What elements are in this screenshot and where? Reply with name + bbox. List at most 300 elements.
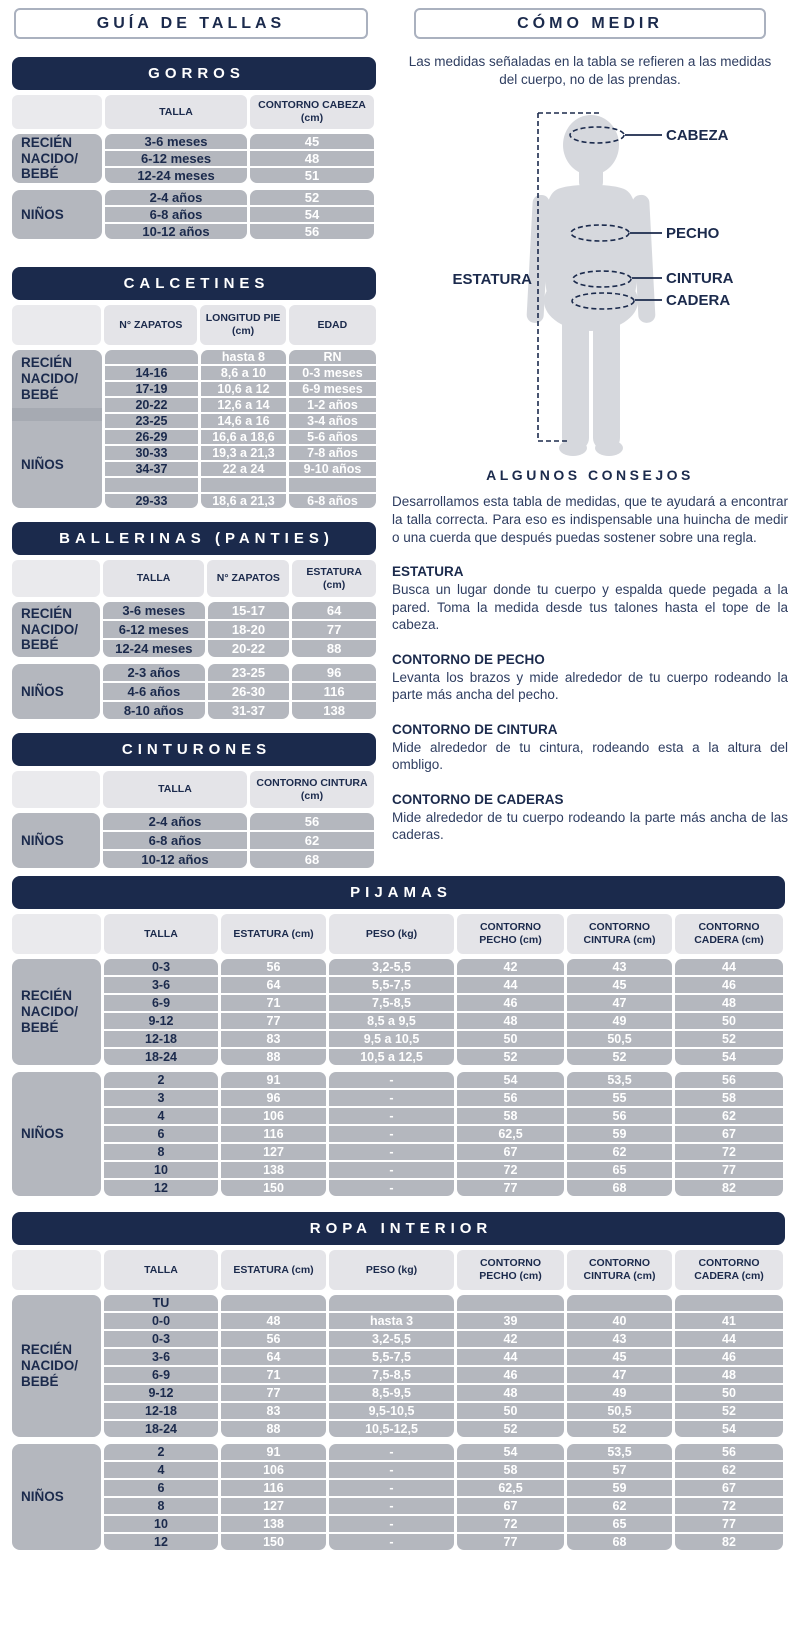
size-guide-title (14, 8, 368, 39)
column-cells (103, 602, 205, 657)
table-cell: 65 (567, 1516, 672, 1532)
column-header: CONTORNO CINTURA (cm) (567, 914, 672, 954)
table-cell: 2-4 años (105, 190, 247, 205)
table-cell: 52 (567, 1421, 672, 1437)
row-group-label (12, 1444, 101, 1550)
table-cell: 47 (567, 995, 672, 1011)
table-cell: 3,2-5,5 (329, 1331, 454, 1347)
table-cell: 0-3 (104, 1331, 218, 1347)
table-cell: 31-37 (208, 702, 290, 719)
table-cell: 12-18 (104, 1031, 218, 1047)
group-label-text: RECIÉN NACIDO/ BEBÉ (21, 355, 78, 402)
row-group-label (12, 813, 100, 868)
table-cell: 46 (675, 1349, 783, 1365)
table-cell: 68 (567, 1180, 672, 1196)
table-cell: 50 (457, 1031, 564, 1047)
advice-section-title: CONTORNO DE PECHO (392, 651, 545, 667)
table-cell: 48 (675, 995, 783, 1011)
table-cell: 10,5-12,5 (329, 1421, 454, 1437)
table-cell: 34-37 (105, 462, 198, 476)
table-cell: 91 (221, 1072, 326, 1088)
table-cell: 18,6 a 21,3 (201, 494, 286, 508)
advice-section-text: Mide alrededor de tu cuerpo rodeando la parte más ancha de las caderas. (392, 809, 788, 843)
column-cells (457, 1295, 564, 1437)
table-cell: 44 (675, 959, 783, 975)
table-cell: 46 (457, 1367, 564, 1383)
table-cell: 6-9 (104, 995, 218, 1011)
table-cell: 4 (104, 1108, 218, 1124)
column-header: CONTORNO CINTURA (cm) (250, 771, 374, 808)
advice-section-title: CONTORNO DE CADERAS (392, 791, 564, 807)
table-pijamas (12, 876, 785, 1196)
table-cell: 54 (457, 1072, 564, 1088)
table-cell: 6-8 años (103, 832, 247, 849)
section-title-ballerinas: BALLERINAS (PANTIES) (12, 522, 376, 555)
row-group-label (12, 350, 102, 508)
table-ballerinas (12, 522, 376, 719)
table-cell: 6-8 años (289, 494, 376, 508)
row-group-label (12, 134, 102, 183)
table-cell (201, 478, 286, 492)
table-cell: 7,5-8,5 (329, 995, 454, 1011)
row-group-label (12, 1072, 101, 1196)
corner-cell (12, 914, 101, 954)
table-cell: - (329, 1534, 454, 1550)
table-group (12, 959, 785, 1065)
group-label-text: NIÑOS (21, 456, 64, 472)
body-measure-diagram (404, 93, 776, 461)
measure-intro: Las medidas señaladas en la tabla se refieren a las medidas del cuerpo, no de las prendas. (408, 54, 772, 88)
table-cell: - (329, 1444, 454, 1460)
table-cell: 8 (104, 1144, 218, 1160)
advice-section-title: ESTATURA (392, 564, 464, 580)
table-cell: 58 (457, 1108, 564, 1124)
table-cell: 6-8 años (105, 207, 247, 222)
table-cell: 82 (675, 1534, 783, 1550)
column-header: PESO (kg) (329, 914, 454, 954)
table-ropa-interior (12, 1212, 785, 1550)
column-cells (104, 1444, 218, 1550)
column-cells (208, 664, 290, 719)
top-area (12, 8, 788, 868)
table-cell: 15-17 (208, 602, 290, 619)
table-cell: 58 (675, 1090, 783, 1106)
table-cell: - (329, 1108, 454, 1124)
table-cell: - (329, 1480, 454, 1496)
table-cell: 91 (221, 1444, 326, 1460)
table-cell: 30-33 (105, 446, 198, 460)
column-cells (105, 134, 247, 183)
advice-section-title: CONTORNO DE CINTURA (392, 721, 558, 737)
table-gorros (12, 57, 376, 239)
table-cell: 116 (292, 683, 376, 700)
table-cell (105, 350, 198, 364)
table-cell (289, 478, 376, 492)
table-cell: 54 (457, 1444, 564, 1460)
table-cell: 77 (457, 1534, 564, 1550)
table-cell: 54 (250, 207, 374, 222)
table-cell: 6 (104, 1126, 218, 1142)
table-cell: 96 (221, 1090, 326, 1106)
table-cell: 67 (457, 1144, 564, 1160)
column-cells (104, 1295, 218, 1437)
table-cell: 58 (457, 1462, 564, 1478)
table-cell: 59 (567, 1126, 672, 1142)
table-group (12, 1072, 785, 1196)
table-cell: - (329, 1090, 454, 1106)
child-body-silhouette (526, 115, 655, 456)
table-cell: 77 (675, 1516, 783, 1532)
table-cell (567, 1295, 672, 1311)
table-cell: 48 (457, 1013, 564, 1029)
group-label (12, 1295, 101, 1437)
group-label (12, 1072, 101, 1196)
table-cell: 7,5-8,5 (329, 1367, 454, 1383)
advice-section (392, 792, 788, 844)
table-cell: 9-12 (104, 1013, 218, 1029)
corner-cell (12, 1250, 101, 1290)
table-cell: 9,5-10,5 (329, 1403, 454, 1419)
column-header: CONTORNO CINTURA (cm) (567, 1250, 672, 1290)
table-cell: 22 a 24 (201, 462, 286, 476)
table-cell: 77 (221, 1013, 326, 1029)
table-cell: 88 (221, 1421, 326, 1437)
column-cells (675, 1444, 783, 1550)
how-to-measure-column (378, 8, 788, 844)
table-cell: 77 (675, 1162, 783, 1178)
advice-lead: Desarrollamos esta tabla de medidas, que te ayudará a encontrar la talla correcta. Para eso es indispensable una huincha de medir o una cuerda que después puedas sostener sobre una regla. (392, 494, 788, 545)
table-cell: 59 (567, 1480, 672, 1496)
column-cells (105, 190, 247, 239)
table-cell: 10-12 años (103, 851, 247, 868)
group-label-text: NIÑOS (21, 683, 64, 699)
table-cell: 72 (675, 1498, 783, 1514)
table-cell: 23-25 (105, 414, 198, 428)
row-group-label (12, 602, 100, 657)
table-cell: 150 (221, 1180, 326, 1196)
table-cell: 4 (104, 1462, 218, 1478)
table-cell (329, 1295, 454, 1311)
group-label-text: NIÑOS (21, 832, 64, 848)
column-cells (103, 813, 247, 868)
table-cell: 64 (292, 602, 376, 619)
column-cells (208, 602, 290, 657)
table-cell: 67 (675, 1480, 783, 1496)
row-group-label (12, 959, 101, 1065)
table-cell: 62 (675, 1462, 783, 1478)
table-cell: 0-3 (104, 959, 218, 975)
group-label-text: RECIÉN NACIDO/ BEBÉ (21, 605, 78, 653)
column-cells (221, 1295, 326, 1437)
group-label (12, 813, 100, 868)
column-header: TALLA (103, 560, 205, 597)
table-cell: 50 (675, 1385, 783, 1401)
column-header: ESTATURA (cm) (221, 914, 326, 954)
table-cell: 55 (567, 1090, 672, 1106)
column-cells (567, 959, 672, 1065)
table-cell: 43 (567, 959, 672, 975)
table-cell: 56 (567, 1108, 672, 1124)
advice-section (392, 564, 788, 634)
table-cell (221, 1295, 326, 1311)
table-cell: 48 (675, 1367, 783, 1383)
table-cell: 44 (457, 977, 564, 993)
table-cell: 77 (292, 621, 376, 638)
table-cell: - (329, 1462, 454, 1478)
table-cell: 51 (250, 168, 374, 183)
table-cell: - (329, 1180, 454, 1196)
table-cell: - (329, 1126, 454, 1142)
column-cells (104, 959, 218, 1065)
table-cell: 64 (221, 1349, 326, 1365)
section-title-gorros: GORROS (12, 57, 376, 90)
group-label-text: NIÑOS (21, 1489, 64, 1505)
table-cell: 56 (221, 959, 326, 975)
table-cell: 41 (675, 1313, 783, 1329)
table-cell: 138 (292, 702, 376, 719)
table-cell: 5,5-7,5 (329, 977, 454, 993)
table-cell: 62,5 (457, 1126, 564, 1142)
table-cell: 116 (221, 1480, 326, 1496)
table-cell: 3-6 (104, 977, 218, 993)
table-cell: 43 (567, 1331, 672, 1347)
table-header-row (12, 560, 376, 597)
group-label-text: RECIÉN NACIDO/ BEBÉ (21, 1342, 78, 1389)
column-header: TALLA (104, 1250, 218, 1290)
table-cell: 106 (221, 1462, 326, 1478)
table-cell: 12-24 meses (105, 168, 247, 183)
table-cell: 17-19 (105, 382, 198, 396)
column-cells (201, 350, 286, 508)
column-header: ESTATURA (cm) (292, 560, 376, 597)
table-cell: - (329, 1516, 454, 1532)
table-cell: 6-9 meses (289, 382, 376, 396)
advice-sections (392, 564, 788, 844)
table-cell: 40 (567, 1313, 672, 1329)
table-cell: 56 (457, 1090, 564, 1106)
table-cell: 8,6 a 10 (201, 366, 286, 380)
table-cell: 4-6 años (103, 683, 205, 700)
table-cell: 2 (104, 1444, 218, 1460)
column-cells (250, 190, 374, 239)
table-group (12, 813, 376, 868)
table-group (12, 350, 376, 508)
group-label (12, 134, 102, 183)
column-header: CONTORNO PECHO (cm) (457, 914, 564, 954)
group-label (12, 959, 101, 1065)
group-label (12, 602, 100, 657)
section-title-pijamas: PIJAMAS (12, 876, 785, 909)
table-cell: 3-6 meses (105, 134, 247, 149)
table-cell: 10,5 a 12,5 (329, 1049, 454, 1065)
table-cell: RN (289, 350, 376, 364)
table-cell: 47 (567, 1367, 672, 1383)
table-cell: 12-24 meses (103, 640, 205, 657)
table-cell: 29-33 (105, 494, 198, 508)
cintura-label: CINTURA (666, 270, 734, 288)
table-cell: 50 (675, 1013, 783, 1029)
table-cell: 150 (221, 1534, 326, 1550)
column-cells (104, 1072, 218, 1196)
table-cell: 10 (104, 1516, 218, 1532)
table-cell: 56 (221, 1331, 326, 1347)
table-cell: 6-12 meses (105, 151, 247, 166)
table-cell: 8,5 a 9,5 (329, 1013, 454, 1029)
table-cell: 12-18 (104, 1403, 218, 1419)
table-cell: 56 (250, 813, 374, 830)
table-cell: 26-30 (208, 683, 290, 700)
table-cell: 68 (250, 851, 374, 868)
column-cells (675, 1072, 783, 1196)
table-cell: 46 (457, 995, 564, 1011)
table-cell: 6-9 (104, 1367, 218, 1383)
section-title-calcetines: CALCETINES (12, 267, 376, 300)
advice-section-text: Mide alrededor de tu cintura, rodeando esta a la altura del ombligo. (392, 739, 788, 773)
table-cell: 18-24 (104, 1421, 218, 1437)
column-cells (292, 602, 376, 657)
table-cell: 56 (675, 1072, 783, 1088)
table-cell: hasta 3 (329, 1313, 454, 1329)
column-header: EDAD (289, 305, 376, 345)
pecho-label: PECHO (666, 225, 720, 243)
table-cell: 83 (221, 1031, 326, 1047)
table-cell: 9-12 (104, 1385, 218, 1401)
column-cells (103, 664, 205, 719)
table-cell: 44 (675, 1331, 783, 1347)
table-cell: 54 (675, 1049, 783, 1065)
table-cell: 56 (675, 1444, 783, 1460)
table-cell: 50,5 (567, 1403, 672, 1419)
table-cell: 45 (250, 134, 374, 149)
group-label-text: RECIÉN NACIDO/ BEBÉ (21, 134, 78, 182)
table-cell: 48 (457, 1385, 564, 1401)
table-cell (457, 1295, 564, 1311)
table-cell: 14-16 (105, 366, 198, 380)
table-cell: 2-3 años (103, 664, 205, 681)
estatura-label: ESTATURA (452, 271, 532, 289)
column-cells (221, 959, 326, 1065)
column-cells (329, 1295, 454, 1437)
table-cell: - (329, 1144, 454, 1160)
row-group-label (12, 1295, 101, 1437)
table-cell: 71 (221, 995, 326, 1011)
table-cell: 116 (221, 1126, 326, 1142)
row-group-label (12, 664, 100, 719)
table-cell: 72 (457, 1516, 564, 1532)
table-cell: 5,5-7,5 (329, 1349, 454, 1365)
advice-section (392, 652, 788, 704)
column-header: N° ZAPATOS (104, 305, 197, 345)
table-cell: 77 (457, 1180, 564, 1196)
table-group (12, 134, 376, 183)
table-cell: 127 (221, 1144, 326, 1160)
column-cells (105, 350, 198, 508)
table-cell: 42 (457, 959, 564, 975)
table-cell: 49 (567, 1385, 672, 1401)
table-header-row (12, 1250, 785, 1290)
table-cell: 64 (221, 977, 326, 993)
table-cell: 42 (457, 1331, 564, 1347)
table-cell: 44 (457, 1349, 564, 1365)
group-divider (12, 408, 102, 421)
table-cell: 8,5-9,5 (329, 1385, 454, 1401)
column-header: ESTATURA (cm) (221, 1250, 326, 1290)
table-cell: 48 (221, 1313, 326, 1329)
table-cell: 138 (221, 1162, 326, 1178)
table-cell: 83 (221, 1403, 326, 1419)
table-cell: 127 (221, 1498, 326, 1514)
table-header-row (12, 305, 376, 345)
table-cell: 46 (675, 977, 783, 993)
table-cell: 72 (675, 1144, 783, 1160)
advice-section-text: Busca un lugar donde tu cuerpo y espalda quede pegada a la pared. Toma la medida desde tus talones hasta el tope de la cabeza. (392, 582, 788, 633)
table-cell: 7-8 años (289, 446, 376, 460)
table-cell: 9-10 años (289, 462, 376, 476)
table-header-row (12, 95, 376, 129)
table-cell: 8-10 años (103, 702, 205, 719)
group-label (12, 664, 100, 719)
column-cells (457, 959, 564, 1065)
table-group (12, 1444, 785, 1550)
table-cell: 50,5 (567, 1031, 672, 1047)
table-cell: 12 (104, 1180, 218, 1196)
table-cinturones (12, 733, 376, 868)
column-header: CONTORNO PECHO (cm) (457, 1250, 564, 1290)
column-cells (329, 1444, 454, 1550)
table-calcetines (12, 267, 376, 508)
table-cell: 96 (292, 664, 376, 681)
table-cell: 3,2-5,5 (329, 959, 454, 975)
column-header: LONGITUD PIE (cm) (200, 305, 285, 345)
table-cell: - (329, 1162, 454, 1178)
corner-cell (12, 560, 100, 597)
table-cell: - (329, 1498, 454, 1514)
table-cell: 8 (104, 1498, 218, 1514)
table-cell: 20-22 (105, 398, 198, 412)
table-cell: 56 (250, 224, 374, 239)
column-cells (457, 1072, 564, 1196)
table-cell: 18-24 (104, 1049, 218, 1065)
table-cell: 2-4 años (103, 813, 247, 830)
table-cell: 48 (250, 151, 374, 166)
corner-cell (12, 95, 102, 129)
column-cells (567, 1295, 672, 1437)
table-cell: 88 (292, 640, 376, 657)
table-cell: 67 (457, 1498, 564, 1514)
table-cell: 0-0 (104, 1313, 218, 1329)
table-cell: TU (104, 1295, 218, 1311)
table-cell: 54 (675, 1421, 783, 1437)
group-label-text: NIÑOS (21, 206, 64, 222)
column-cells (675, 959, 783, 1065)
group-label (12, 190, 102, 239)
column-header: TALLA (103, 771, 247, 808)
table-cell: 65 (567, 1162, 672, 1178)
column-header: TALLA (105, 95, 247, 129)
section-title-ropa_interior: ROPA INTERIOR (12, 1212, 785, 1245)
section-title-cinturones: CINTURONES (12, 733, 376, 766)
table-cell: 6-12 meses (103, 621, 205, 638)
column-cells (329, 959, 454, 1065)
table-cell: 68 (567, 1534, 672, 1550)
table-group (12, 664, 376, 719)
table-cell: 2 (104, 1072, 218, 1088)
table-cell: - (329, 1072, 454, 1088)
table-header-row (12, 914, 785, 954)
column-header: TALLA (104, 914, 218, 954)
table-cell: 45 (567, 1349, 672, 1365)
column-cells (221, 1444, 326, 1550)
